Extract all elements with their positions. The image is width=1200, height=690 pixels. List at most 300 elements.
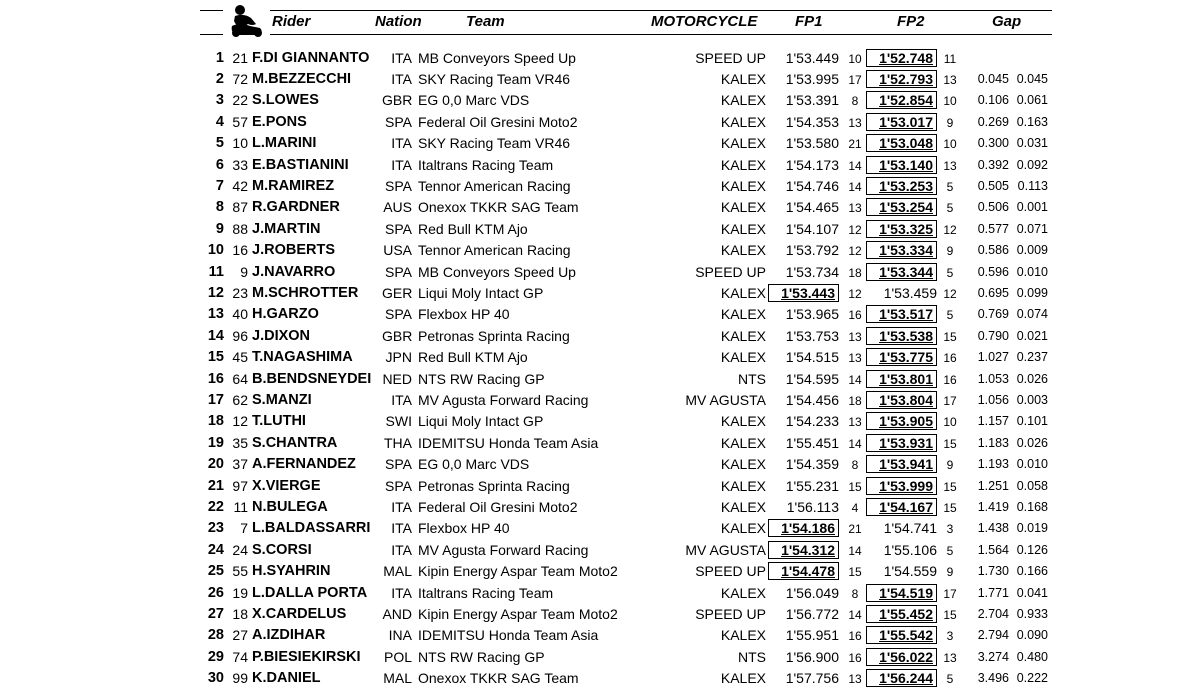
motorcycle-cell: KALEX [720,434,766,451]
nation-cell: SWI [385,413,412,430]
gap-cell: 3.496 [977,671,1009,686]
gap-previous-cell: 0.166 [1016,564,1048,579]
gap-previous-cell: 0.045 [1016,71,1048,86]
gap-cell: 0.769 [977,307,1009,322]
gap-cell: 1.771 [977,585,1009,600]
fp2-lap-cell: 3 [946,629,954,644]
fp2-lap-cell: 5 [946,179,954,194]
gap-previous-cell: 0.010 [1016,264,1048,279]
gap-previous-cell: 0.071 [1016,221,1048,236]
fp1-time-cell: 1'55.231 [785,477,839,494]
motorcycle-cell: KALEX [720,349,766,366]
fp1-time-cell: 1'53.443 [768,284,839,302]
rider-name-cell: M.BEZZECCHI [252,70,352,87]
rider-name-cell: S.CHANTRA [252,434,338,451]
fp1-time-cell: 1'56.772 [785,605,839,622]
motorcycle-cell: NTS [738,648,766,665]
fp2-time-cell: 1'53.253 [866,177,937,195]
nation-cell: JPN [385,349,412,366]
position-cell: 26 [207,584,224,601]
table-row [0,540,1200,561]
team-cell: Red Bull KTM Ajo [418,349,528,366]
team-cell: MB Conveyors Speed Up [418,263,576,280]
rider-number-cell: 64 [232,370,248,387]
gap-previous-cell: 0.061 [1016,93,1048,108]
position-cell: 28 [207,627,224,644]
gap-previous-cell: 0.168 [1016,499,1048,514]
gap-cell: 1.157 [977,414,1009,429]
position-cell: 25 [207,563,224,580]
rider-name-cell: A.IZDIHAR [252,627,326,644]
rider-number-cell: 23 [232,284,248,301]
team-cell: Italtrans Racing Team [418,584,554,601]
rider-name-cell: N.BULEGA [252,498,328,515]
motorcycle-cell: KALEX [720,584,766,601]
team-cell: MV Agusta Forward Racing [418,541,589,558]
motorcycle-cell: KALEX [720,135,766,152]
position-cell: 8 [215,199,224,216]
team-cell: EG 0,0 Marc VDS [418,456,530,473]
rider-name-cell: S.CORSI [252,541,312,558]
rider-number-cell: 37 [232,456,248,473]
fp2-lap-cell: 5 [946,201,954,216]
gap-cell: 1.564 [977,542,1009,557]
rider-name-cell: M.SCHROTTER [252,284,359,301]
table-row [0,604,1200,625]
rider-number-cell: 40 [232,306,248,323]
rider-name-cell: E.PONS [252,113,307,130]
header-rule [200,34,223,35]
team-cell: Kipin Energy Aspar Team Moto2 [418,605,618,622]
position-cell: 14 [207,327,224,344]
motorcycle-cell: SPEED UP [695,605,766,622]
fp1-time-cell: 1'54.478 [768,562,839,580]
header-nation: Nation [375,13,422,30]
nation-cell: ITA [391,156,412,173]
rider-name-cell: X.VIERGE [252,477,321,494]
fp1-time-cell: 1'54.465 [785,199,839,216]
table-row [0,668,1200,689]
fp2-lap-cell: 15 [943,479,957,494]
rider-name-cell: X.CARDELUS [252,605,347,622]
gap-previous-cell: 0.026 [1016,371,1048,386]
rider-number-cell: 24 [232,541,248,558]
fp1-lap-cell: 12 [848,286,862,301]
fp1-time-cell: 1'55.951 [785,627,839,644]
header-fp2: FP2 [897,13,925,30]
rider-name-cell: K.DANIEL [252,670,321,687]
fp2-lap-cell: 15 [943,329,957,344]
position-cell: 20 [207,456,224,473]
rider-number-cell: 16 [232,242,248,259]
table-row [0,48,1200,69]
nation-cell: MAL [383,670,412,687]
fp1-lap-cell: 16 [848,650,862,665]
gap-previous-cell: 0.010 [1016,457,1048,472]
fp2-time-cell: 1'53.459 [883,284,937,301]
fp1-lap-cell: 13 [848,201,862,216]
nation-cell: ITA [391,135,412,152]
team-cell: Onexox TKKR SAG Team [418,199,579,216]
team-cell: Tennor American Racing [418,177,571,194]
rider-number-cell: 88 [232,220,248,237]
fp1-time-cell: 1'54.312 [768,541,839,559]
rider-number-cell: 27 [232,627,248,644]
rider-number-cell: 97 [232,477,248,494]
motorcycle-cell: KALEX [720,70,766,87]
rider-name-cell: J.MARTIN [252,220,321,237]
rider-name-cell: T.LUTHI [252,413,306,430]
rider-number-cell: 96 [232,327,248,344]
rider-name-cell: A.FERNANDEZ [252,456,356,473]
team-cell: SKY Racing Team VR46 [418,70,571,87]
team-cell: IDEMITSU Honda Team Asia [418,434,599,451]
team-cell: Federal Oil Gresini Moto2 [418,498,578,515]
fp1-time-cell: 1'56.900 [785,648,839,665]
fp2-lap-cell: 9 [946,115,954,130]
fp1-lap-cell: 12 [848,244,862,259]
table-row [0,647,1200,668]
gap-previous-cell: 0.126 [1016,542,1048,557]
motorcycle-cell: KALEX [720,327,766,344]
rider-number-cell: 35 [232,434,248,451]
fp1-time-cell: 1'53.391 [785,92,839,109]
fp2-time-cell: 1'53.804 [866,391,937,409]
fp1-time-cell: 1'56.113 [786,498,839,515]
position-cell: 4 [215,113,224,130]
fp1-lap-cell: 13 [848,415,862,430]
position-cell: 17 [207,391,224,408]
rider-name-cell: M.RAMIREZ [252,177,335,194]
fp1-time-cell: 1'54.173 [785,156,839,173]
gap-cell: 0.506 [977,200,1009,215]
table-row [0,155,1200,176]
fp2-time-cell: 1'52.748 [866,49,937,67]
motorcycle-cell: KALEX [720,199,766,216]
fp2-lap-cell: 5 [946,543,954,558]
team-cell: EG 0,0 Marc VDS [418,92,530,109]
nation-cell: GBR [382,327,413,344]
team-cell: SKY Racing Team VR46 [418,135,571,152]
fp2-time-cell: 1'55.106 [883,541,937,558]
team-cell: Liqui Moly Intact GP [418,413,544,430]
fp2-time-cell: 1'55.452 [866,605,937,623]
fp2-time-cell: 1'53.801 [866,370,937,388]
nation-cell: ITA [391,498,412,515]
fp2-lap-cell: 5 [946,672,954,687]
nation-cell: AND [382,605,412,622]
gap-cell: 0.695 [977,285,1009,300]
rider-name-cell: H.GARZO [252,306,319,323]
position-cell: 30 [207,670,224,687]
rider-number-cell: 74 [232,648,248,665]
fp1-lap-cell: 14 [848,179,862,194]
rider-number-cell: 19 [232,584,248,601]
gap-cell: 0.586 [977,243,1009,258]
team-cell: Kipin Energy Aspar Team Moto2 [418,563,618,580]
team-cell: Petronas Sprinta Racing [418,327,570,344]
fp2-lap-cell: 10 [943,415,957,430]
fp2-lap-cell: 9 [946,565,954,580]
gap-previous-cell: 0.222 [1016,671,1048,686]
nation-cell: USA [383,242,412,259]
rider-number-cell: 33 [232,156,248,173]
rider-number-cell: 57 [232,113,248,130]
table-row [0,561,1200,582]
position-cell: 23 [207,520,224,537]
nation-cell: ITA [391,70,412,87]
team-cell: Onexox TKKR SAG Team [418,670,579,687]
gap-cell: 1.183 [977,435,1009,450]
gap-previous-cell: 0.933 [1016,606,1048,621]
fp2-time-cell: 1'56.244 [866,669,937,687]
fp2-lap-cell: 15 [943,436,957,451]
fp1-time-cell: 1'53.792 [785,242,839,259]
fp1-lap-cell: 8 [851,94,859,109]
position-cell: 10 [207,242,224,259]
fp2-time-cell: 1'53.999 [866,477,937,495]
header-motorcycle: MOTORCYCLE [651,13,758,30]
fp1-time-cell: 1'54.515 [785,349,839,366]
gap-previous-cell: 0.021 [1016,328,1048,343]
gap-previous-cell: 0.101 [1016,414,1048,429]
gap-cell: 3.274 [977,649,1009,664]
fp1-lap-cell: 14 [848,543,862,558]
gap-previous-cell: 0.001 [1016,200,1048,215]
gap-previous-cell: 0.113 [1017,178,1048,193]
rider-number-cell: 11 [233,498,248,515]
fp1-lap-cell: 15 [848,565,862,580]
nation-cell: AUS [383,199,412,216]
fp2-lap-cell: 13 [943,72,957,87]
gap-previous-cell: 0.163 [1016,114,1048,129]
motorcycle-rider-icon [226,4,268,38]
nation-cell: POL [383,648,412,665]
rider-name-cell: S.LOWES [252,92,319,109]
fp1-time-cell: 1'54.107 [785,220,839,237]
table-row [0,240,1200,261]
team-cell: MV Agusta Forward Racing [418,391,589,408]
header-gap: Gap [992,13,1022,30]
fp1-time-cell: 1'54.359 [785,456,839,473]
motorcycle-cell: KALEX [720,92,766,109]
gap-cell: 1.056 [977,392,1009,407]
rider-number-cell: 72 [232,70,248,87]
motorcycle-cell: SPEED UP [695,563,766,580]
nation-cell: NED [382,370,412,387]
position-cell: 22 [207,498,224,515]
fp2-time-cell: 1'53.775 [866,348,937,366]
table-row [0,454,1200,475]
rider-name-cell: T.NAGASHIMA [252,349,353,366]
team-cell: NTS RW Racing GP [418,648,545,665]
rider-name-cell: B.BENDSNEYDEI [252,370,372,387]
gap-cell: 0.596 [977,264,1009,279]
position-cell: 15 [207,349,224,366]
fp1-lap-cell: 13 [848,351,862,366]
fp1-lap-cell: 16 [848,629,862,644]
rider-name-cell: L.BALDASSARRI [252,520,371,537]
nation-cell: SPA [385,177,412,194]
rider-number-cell: 10 [232,135,248,152]
gap-cell: 1.251 [977,478,1009,493]
table-row [0,433,1200,454]
fp2-time-cell: 1'53.140 [866,156,937,174]
rider-name-cell: H.SYAHRIN [252,563,331,580]
fp2-lap-cell: 11 [943,51,957,66]
fp2-lap-cell: 5 [946,265,954,280]
fp1-lap-cell: 18 [848,393,862,408]
motorcycle-cell: KALEX [720,413,766,430]
fp2-lap-cell: 5 [946,308,954,323]
team-cell: Liqui Moly Intact GP [418,284,544,301]
motorcycle-cell: KALEX [720,306,766,323]
gap-previous-cell: 0.480 [1016,649,1048,664]
nation-cell: SPA [385,456,412,473]
fp2-time-cell: 1'53.048 [866,134,937,152]
fp1-time-cell: 1'56.049 [785,584,839,601]
table-row [0,90,1200,111]
rider-number-cell: 62 [232,391,248,408]
fp1-time-cell: 1'54.456 [785,391,839,408]
rider-number-cell: 42 [232,177,248,194]
fp2-lap-cell: 10 [943,94,957,109]
gap-previous-cell: 0.099 [1016,285,1048,300]
position-cell: 29 [207,648,224,665]
fp1-time-cell: 1'54.186 [768,519,839,537]
fp1-time-cell: 1'54.595 [785,370,839,387]
nation-cell: ITA [391,520,412,537]
position-cell: 7 [215,177,224,194]
rider-name-cell: F.DI GIANNANTO [252,49,370,66]
nation-cell: GBR [382,92,413,109]
fp1-time-cell: 1'53.734 [785,263,839,280]
gap-cell: 0.790 [977,328,1009,343]
gap-previous-cell: 0.026 [1016,435,1048,450]
rider-name-cell: J.NAVARRO [252,263,336,280]
position-cell: 16 [207,370,224,387]
position-cell: 1 [215,49,224,66]
header-rule [270,34,1052,35]
motorcycle-cell: KALEX [720,627,766,644]
gap-cell: 2.704 [977,606,1009,621]
rider-number-cell: 22 [232,92,248,109]
fp2-lap-cell: 3 [946,522,954,537]
team-cell: IDEMITSU Honda Team Asia [418,627,599,644]
header-rider: Rider [272,13,311,30]
fp1-lap-cell: 14 [848,158,862,173]
fp2-lap-cell: 13 [943,650,957,665]
fp1-time-cell: 1'53.580 [785,135,839,152]
motorcycle-cell: SPEED UP [695,49,766,66]
motorcycle-cell: NTS [738,370,766,387]
header-team: Team [466,13,505,30]
motorcycle-cell: KALEX [720,220,766,237]
nation-cell: ITA [391,49,412,66]
rider-number-cell: 55 [232,563,248,580]
fp2-lap-cell: 10 [943,137,957,152]
fp1-time-cell: 1'57.756 [785,670,839,687]
table-row [0,176,1200,197]
fp2-lap-cell: 17 [943,586,957,601]
fp2-lap-cell: 9 [946,244,954,259]
fp2-time-cell: 1'54.519 [866,584,937,602]
table-row [0,390,1200,411]
gap-previous-cell: 0.009 [1016,243,1048,258]
position-cell: 9 [215,220,224,237]
table-row [0,133,1200,154]
fp1-time-cell: 1'54.353 [785,113,839,130]
rider-name-cell: L.MARINI [252,135,317,152]
table-row [0,497,1200,518]
fp2-lap-cell: 12 [943,286,957,301]
gap-cell: 1.027 [977,350,1009,365]
fp2-time-cell: 1'52.793 [866,70,937,88]
nation-cell: ITA [391,541,412,558]
position-cell: 5 [215,135,224,152]
fp1-lap-cell: 14 [848,372,862,387]
fp2-lap-cell: 16 [943,372,957,387]
fp2-time-cell: 1'53.325 [866,220,937,238]
motorcycle-cell: KALEX [720,498,766,515]
motorcycle-cell: KALEX [720,284,766,301]
fp2-lap-cell: 15 [943,500,957,515]
fp2-time-cell: 1'53.254 [866,198,937,216]
team-cell: Flexbox HP 40 [418,520,510,537]
position-cell: 21 [207,477,224,494]
fp2-time-cell: 1'53.538 [866,327,937,345]
position-cell: 3 [215,92,224,109]
nation-cell: SPA [385,113,412,130]
rider-number-cell: 9 [240,263,248,280]
gap-cell: 1.053 [977,371,1009,386]
header-rule [270,10,1052,11]
position-cell: 12 [207,284,224,301]
nation-cell: SPA [385,306,412,323]
table-row [0,369,1200,390]
fp1-time-cell: 1'53.965 [785,306,839,323]
nation-cell: GER [382,284,413,301]
position-cell: 18 [207,413,224,430]
fp2-time-cell: 1'54.559 [883,563,937,580]
fp1-lap-cell: 14 [848,436,862,451]
fp2-time-cell: 1'53.344 [866,263,937,281]
team-cell: Red Bull KTM Ajo [418,220,528,237]
table-row [0,283,1200,304]
header-fp1: FP1 [795,13,823,30]
rider-number-cell: 99 [232,670,248,687]
fp1-lap-cell: 21 [848,137,862,152]
table-row [0,411,1200,432]
rider-number-cell: 87 [232,199,248,216]
rider-name-cell: E.BASTIANINI [252,156,349,173]
rider-name-cell: J.ROBERTS [252,242,335,259]
fp1-lap-cell: 8 [851,458,859,473]
fp2-time-cell: 1'53.941 [866,455,937,473]
fp2-time-cell: 1'53.017 [866,113,937,131]
motorcycle-cell: KALEX [720,242,766,259]
table-row [0,625,1200,646]
nation-cell: SPA [385,477,412,494]
position-cell: 24 [207,541,224,558]
fp2-lap-cell: 17 [943,393,957,408]
fp1-lap-cell: 18 [848,265,862,280]
gap-previous-cell: 0.090 [1016,628,1048,643]
gap-cell: 0.269 [977,114,1009,129]
rider-number-cell: 45 [232,349,248,366]
gap-cell: 1.193 [977,457,1009,472]
rider-name-cell: S.MANZI [252,391,312,408]
